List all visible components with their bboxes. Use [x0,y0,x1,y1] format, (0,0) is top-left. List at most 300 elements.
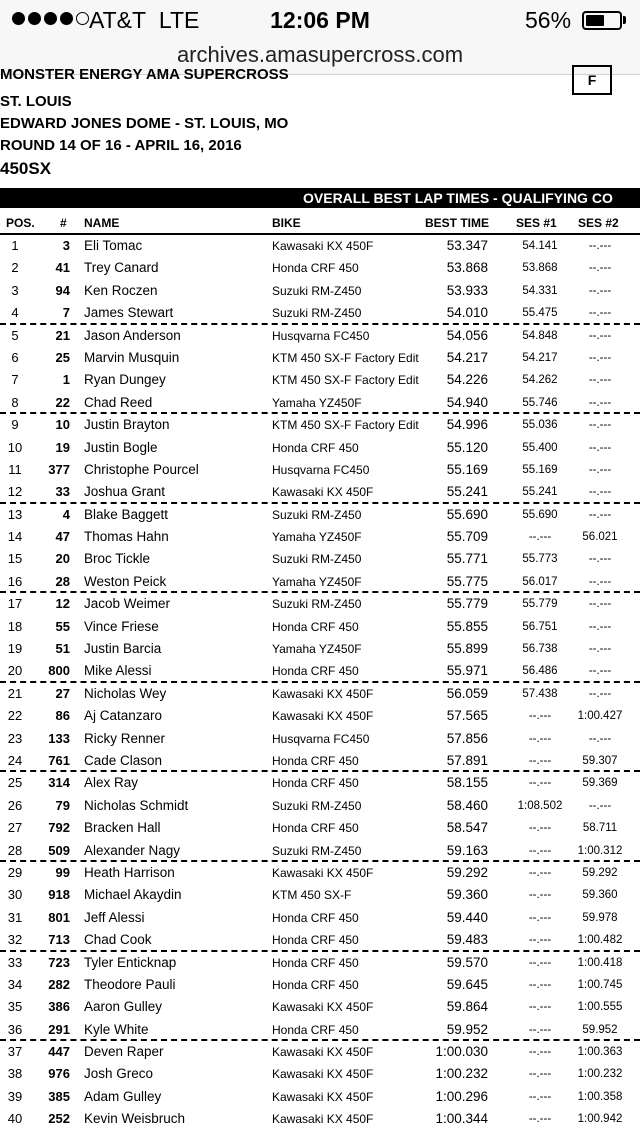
table-row [0,325,640,347]
row-ses2: --.--- [588,396,612,409]
row-bike: Kawasaki KX 450F [272,1112,374,1127]
row-number: 47 [55,529,70,545]
row-ses1: 55.400 [522,441,558,454]
row-best-time: 59.864 [446,999,488,1015]
row-position: 15 [7,551,23,567]
row-position: 9 [11,417,19,433]
row-ses1: 55.779 [522,598,558,611]
event-city: ST. LOUIS [0,93,72,110]
row-bike: Kawasaki KX 450F [272,1000,374,1015]
row-position: 7 [11,372,19,388]
table-row [0,929,640,951]
table-row [0,1041,640,1063]
row-rider-name: Weston Peick [84,573,167,589]
row-bike: Husqvarna FC450 [272,328,370,343]
row-bike: Honda CRF 450 [272,955,359,970]
row-ses1: --.--- [528,1023,552,1036]
row-best-time: 55.169 [446,461,488,477]
row-number: 27 [55,685,70,701]
row-best-time: 58.460 [446,797,488,813]
row-bike: Honda CRF 450 [272,753,359,768]
row-ses2: 1:00.418 [577,956,623,969]
row-number: 385 [48,1088,70,1104]
row-rider-name: Eli Tomac [84,238,143,253]
table-row [0,593,640,615]
row-number: 4 [62,506,70,522]
table-row [0,616,640,638]
table-row [0,817,640,839]
row-best-time: 54.940 [446,394,488,410]
row-position: 36 [7,1021,23,1037]
row-ses2: 59.952 [582,1023,618,1036]
row-best-time: 55.709 [446,529,488,545]
row-bike: Kawasaki KX 450F [272,1089,374,1104]
row-bike: Honda CRF 450 [272,910,359,925]
row-bike: Kawasaki KX 450F [272,485,374,500]
table-row [0,257,640,279]
table-row [0,840,640,862]
row-ses1: 56.738 [522,643,558,656]
row-ses2: --.--- [588,240,612,252]
carrier-name: AT&T [89,7,147,33]
row-best-time: 55.855 [446,618,488,634]
row-ses2: 56.021 [582,531,618,544]
row-bike: Suzuki RM-Z450 [272,798,362,813]
row-best-time: 59.952 [446,1021,488,1037]
row-position: 8 [11,394,19,410]
row-ses2: 1:00.232 [577,1068,623,1081]
row-number: 79 [55,797,70,813]
row-best-time: 59.570 [446,954,488,970]
row-ses2: --.--- [588,643,612,656]
row-ses2: 1:00.555 [577,1001,623,1014]
row-bike: Suzuki RM-Z450 [272,552,362,567]
row-ses1: 54.331 [522,284,558,297]
row-number: 20 [55,551,70,567]
row-best-time: 54.226 [446,372,488,388]
row-best-time: 57.856 [446,730,488,746]
row-rider-name: Jacob Weimer [84,596,171,612]
row-rider-name: Ricky Renner [84,730,166,746]
table-row [0,660,640,682]
row-ses2: --.--- [588,351,612,364]
row-ses1: --.--- [528,956,552,969]
row-best-time: 1:00.296 [435,1088,488,1104]
row-position: 21 [7,685,23,701]
table-row [0,437,640,459]
url-text[interactable]: archives.amasupercross.com [176,42,464,67]
row-bike: Husqvarna FC450 [272,462,370,477]
row-rider-name: Justin Bogle [84,439,158,455]
row-ses1: 55.036 [522,419,558,432]
row-position: 1 [11,238,19,253]
row-rider-name: Vince Friese [84,618,159,634]
table-row [0,1063,640,1085]
row-ses1: 54.217 [522,351,558,364]
row-ses2: 1:00.745 [577,978,623,991]
row-bike: Honda CRF 450 [272,776,359,791]
status-time: 12:06 PM [270,7,370,33]
row-ses1: --.--- [528,754,552,767]
table-row [0,369,640,391]
row-ses1: --.--- [528,844,552,857]
row-ses2: --.--- [588,441,612,454]
row-position: 13 [7,506,23,522]
row-position: 37 [7,1044,23,1060]
row-number: 19 [55,439,70,455]
row-position: 6 [11,349,19,365]
table-row [0,952,640,974]
row-bike: Kawasaki KX 450F [272,686,374,701]
row-bike: Yamaha YZ450F [272,530,362,545]
table-row [0,907,640,929]
row-position: 16 [7,573,23,589]
row-number: 21 [55,327,70,343]
row-ses1: 55.241 [522,486,558,499]
row-bike: Suzuki RM-Z450 [272,283,362,298]
row-bike: KTM 450 SX-F Factory Edit [272,418,419,433]
battery-tip [623,16,626,24]
row-best-time: 1:00.030 [435,1044,488,1060]
row-number: 3 [62,238,70,253]
table-row [0,302,640,324]
row-position: 28 [7,842,23,858]
col-pos: POS. [6,216,35,230]
row-ses1: --.--- [528,866,552,879]
row-rider-name: Trey Canard [84,260,159,276]
table-row [0,481,640,503]
row-rider-name: Alex Ray [84,775,139,791]
row-best-time: 55.779 [446,596,488,612]
table-row [0,996,640,1018]
row-rider-name: Jeff Alessi [84,909,145,925]
row-best-time: 55.120 [446,439,488,455]
row-number: 252 [48,1111,70,1127]
row-rider-name: Alexander Nagy [84,842,181,858]
row-best-time: 59.360 [446,887,488,903]
row-ses1: 55.475 [522,307,558,320]
table-row [0,772,640,794]
row-rider-name: Chad Cook [84,932,152,948]
row-position: 17 [7,596,23,612]
row-rider-name: Ken Roczen [84,282,158,298]
table-row [0,1019,640,1041]
row-best-time: 54.996 [446,417,488,433]
row-rider-name: Heath Harrison [84,864,175,880]
table-row [0,392,640,414]
row-best-time: 57.891 [446,752,488,768]
row-position: 31 [7,909,23,925]
row-position: 18 [7,618,23,634]
row-position: 24 [7,752,23,768]
row-rider-name: Mike Alessi [84,663,152,679]
row-ses1: 54.848 [522,329,558,342]
row-ses2: --.--- [588,486,612,499]
row-rider-name: Theodore Pauli [84,976,176,992]
row-rider-name: Jason Anderson [84,327,181,343]
row-bike: Husqvarna FC450 [272,731,370,746]
row-ses1: 55.746 [522,396,558,409]
row-ses1: --.--- [528,710,552,723]
row-ses2: --.--- [588,598,612,611]
corner-box: F [572,65,612,95]
row-ses2: 1:00.312 [577,844,623,857]
row-position: 19 [7,641,23,657]
row-position: 12 [7,484,23,500]
series-title: MONSTER ENERGY AMA SUPERCROSS [0,66,289,83]
row-ses1: --.--- [528,889,552,902]
row-rider-name: Christophe Pourcel [84,461,199,477]
row-number: 99 [55,864,70,880]
row-number: 761 [48,752,70,768]
row-rider-name: Tyler Enticknap [84,954,177,970]
row-number: 976 [48,1066,70,1082]
row-ses2: --.--- [588,732,612,745]
row-rider-name: Aaron Gulley [84,999,163,1015]
col-number: # [60,216,67,230]
row-number: 25 [55,349,70,365]
status-bar [0,0,640,40]
battery-percent: 56% [525,7,572,33]
row-ses1: --.--- [528,1001,552,1014]
row-number: 22 [55,394,70,410]
row-rider-name: Nicholas Schmidt [84,797,189,813]
row-rider-name: Kevin Weisbruch [84,1111,186,1127]
row-ses2: 1:00.427 [577,710,623,723]
row-rider-name: Justin Barcia [84,641,162,657]
row-ses2: --.--- [588,463,612,476]
row-best-time: 58.155 [446,775,488,791]
section-title-bar [0,188,640,208]
row-number: 314 [48,775,70,791]
row-number: 7 [62,305,70,321]
row-position: 30 [7,887,23,903]
row-ses2: --.--- [588,575,612,588]
table-row [0,526,640,548]
row-rider-name: Blake Baggett [84,506,169,522]
row-bike: Honda CRF 450 [272,619,359,634]
table-row [0,1108,640,1130]
row-number: 51 [55,641,70,657]
row-position: 23 [7,730,23,746]
row-ses2: 59.292 [582,866,618,879]
row-ses2: 58.711 [582,822,618,835]
row-ses1: 55.773 [522,553,558,566]
table-row [0,638,640,660]
row-ses1: 54.262 [522,374,558,387]
row-rider-name: Josh Greco [84,1066,154,1082]
row-bike: KTM 450 SX-F [272,888,352,903]
table-row [0,459,640,481]
row-best-time: 53.868 [446,260,488,276]
section-title: OVERALL BEST LAP TIMES - QUALIFYING CO [303,190,613,206]
row-position: 3 [11,282,19,298]
row-position: 35 [7,999,23,1015]
col-ses1: SES #1 [516,216,557,230]
race-class: 450SX [0,159,52,178]
row-position: 38 [7,1066,23,1082]
row-ses2: --.--- [588,799,612,812]
row-best-time: 53.933 [446,282,488,298]
row-best-time: 54.056 [446,327,488,343]
row-bike: Yamaha YZ450F [272,395,362,410]
row-bike: Kawasaki KX 450F [272,239,374,253]
row-rider-name: Michael Akaydin [84,887,182,903]
row-ses2: --.--- [588,508,612,521]
row-bike: Honda CRF 450 [272,977,359,992]
row-best-time: 54.010 [446,305,488,321]
row-bike: Kawasaki KX 450F [272,1067,374,1082]
col-ses2: SES #2 [578,216,619,230]
row-ses2: 59.369 [582,777,618,790]
row-bike: Honda CRF 450 [272,664,359,679]
row-bike: Kawasaki KX 450F [272,865,374,880]
row-ses1: --.--- [528,934,552,947]
row-best-time: 56.059 [446,685,488,701]
row-bike: Honda CRF 450 [272,821,359,836]
row-ses1: --.--- [528,1113,552,1126]
row-number: 86 [55,708,70,724]
row-number: 386 [48,999,70,1015]
row-number: 792 [48,820,70,836]
row-position: 40 [7,1111,23,1127]
row-bike: Honda CRF 450 [272,261,359,276]
row-ses2: --.--- [588,620,612,633]
row-number: 801 [48,909,70,925]
row-bike: KTM 450 SX-F Factory Edit [272,373,419,388]
row-position: 10 [7,439,23,455]
row-position: 4 [11,305,19,321]
row-ses1: 1:08.502 [517,799,563,812]
row-best-time: 55.771 [446,551,488,567]
results-document [0,66,640,1136]
row-best-time: 1:00.344 [435,1111,488,1127]
row-number: 377 [48,461,70,477]
row-position: 5 [11,327,19,343]
row-position: 25 [7,775,23,791]
event-venue: EDWARD JONES DOME - ST. LOUIS, MO [0,115,289,132]
row-ses1: --.--- [528,911,552,924]
row-number: 33 [55,484,70,500]
row-position: 2 [11,260,19,276]
row-ses2: 1:00.942 [577,1113,623,1126]
row-rider-name: James Stewart [84,305,174,321]
row-number: 41 [55,260,70,276]
row-position: 32 [7,932,23,948]
row-bike: Honda CRF 450 [272,440,359,455]
row-rider-name: Cade Clason [84,752,163,768]
row-ses1: --.--- [528,1046,552,1059]
row-ses2: 1:00.482 [577,934,623,947]
row-number: 291 [48,1021,70,1037]
row-best-time: 59.645 [446,976,488,992]
row-number: 94 [55,282,70,298]
row-number: 12 [55,596,70,612]
table-row [0,504,640,526]
row-number: 713 [48,932,70,948]
row-ses1: --.--- [528,1068,552,1081]
row-ses2: --.--- [588,553,612,566]
row-ses2: 1:00.363 [577,1046,623,1059]
table-row [0,235,640,257]
row-number: 55 [55,618,70,634]
table-row [0,705,640,727]
row-number: 1 [62,372,70,388]
row-rider-name: Ryan Dungey [84,372,166,388]
row-ses2: 1:00.358 [577,1090,623,1103]
table-row [0,884,640,906]
col-best-time: BEST TIME [425,216,490,230]
row-rider-name: Marvin Musquin [84,349,180,365]
table-header [0,213,640,233]
row-ses1: 54.141 [522,240,558,252]
col-name: NAME [84,216,120,230]
row-ses2: --.--- [588,284,612,297]
row-ses1: 56.751 [522,620,558,633]
row-best-time: 58.547 [446,820,488,836]
battery-icon [582,11,622,30]
row-bike: Suzuki RM-Z450 [272,843,362,858]
row-position: 34 [7,976,23,992]
row-best-time: 59.440 [446,909,488,925]
row-position: 33 [7,954,23,970]
row-best-time: 55.899 [446,641,488,657]
table-row [0,1086,640,1108]
table-row [0,728,640,750]
row-rider-name: Justin Brayton [84,417,170,433]
row-ses1: 55.169 [522,463,558,476]
row-rider-name: Nicholas Wey [84,685,167,701]
row-ses1: 57.438 [522,687,558,700]
row-rider-name: Thomas Hahn [84,529,169,545]
row-number: 918 [48,887,70,903]
table-row [0,750,640,772]
row-bike: Yamaha YZ450F [272,642,362,657]
table-row [0,974,640,996]
battery-level [586,15,604,26]
row-ses2: 59.978 [582,911,618,924]
row-number: 723 [48,954,70,970]
row-number: 800 [48,663,70,679]
row-ses1: --.--- [528,1090,552,1103]
row-bike: Honda CRF 450 [272,933,359,948]
row-ses1: 56.017 [522,575,558,588]
row-bike: Yamaha YZ450F [272,574,362,589]
row-ses2: --.--- [588,262,612,275]
col-bike: BIKE [272,216,301,230]
table-row [0,862,640,884]
row-ses1: --.--- [528,822,552,835]
row-best-time: 55.775 [446,573,488,589]
table-row [0,683,640,705]
table-row [0,571,640,593]
table-row [0,795,640,817]
results-table [0,235,640,1131]
row-best-time: 59.163 [446,842,488,858]
row-position: 29 [7,864,23,880]
row-ses2: --.--- [588,374,612,387]
row-best-time: 55.690 [446,506,488,522]
row-bike: Honda CRF 450 [272,1022,359,1037]
row-number: 282 [48,976,70,992]
row-ses1: 55.690 [522,508,558,521]
row-number: 10 [55,417,70,433]
row-number: 28 [55,573,70,589]
row-best-time: 53.347 [446,238,488,253]
row-ses2: --.--- [588,665,612,678]
table-row [0,414,640,436]
row-ses2: --.--- [588,419,612,432]
